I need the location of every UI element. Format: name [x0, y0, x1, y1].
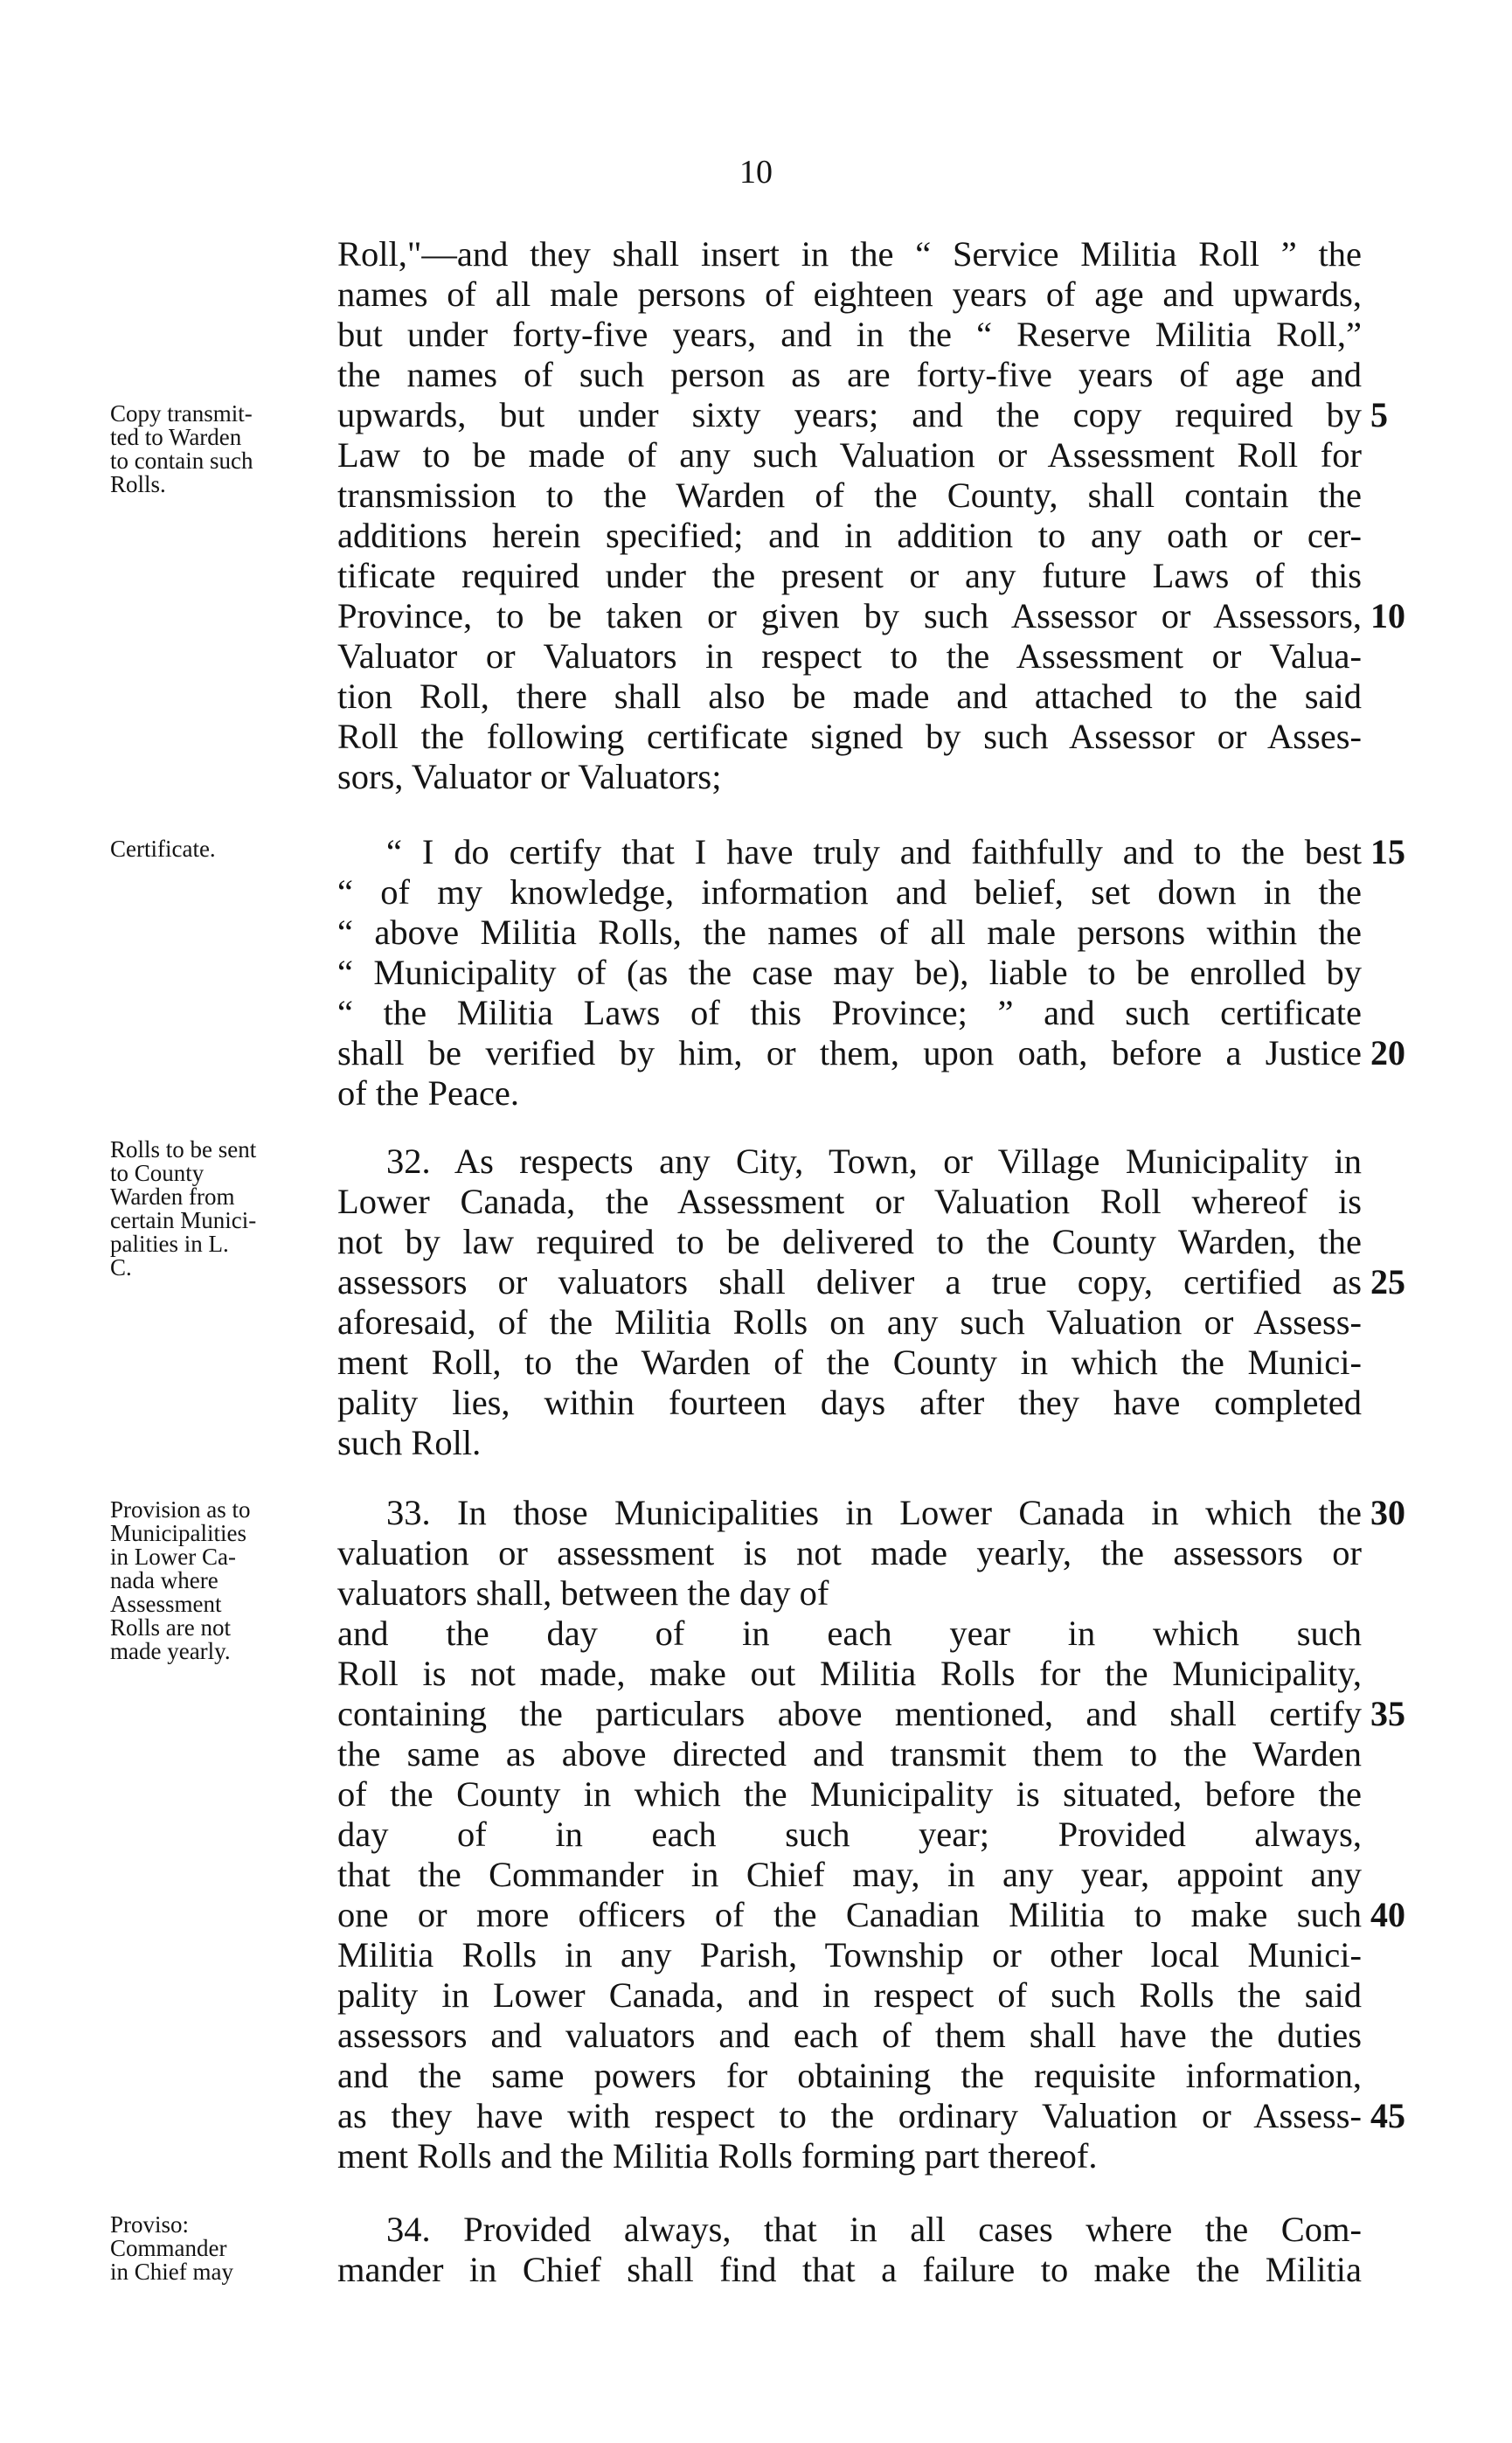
line-number: 20: [1370, 1033, 1405, 1072]
text-line: not by law required to be delivered to the County Warden, the: [337, 1222, 1362, 1261]
section-33-line: 33. In those Municipalities in Lower Canada in which the: [386, 1493, 1362, 1532]
text-line: such Roll.: [337, 1423, 482, 1462]
text-line: sors, Valuator or Valuators;: [337, 757, 722, 796]
text-line: tificate required under the present or any future Laws of this: [337, 556, 1362, 595]
text-line: containing the particulars above mentioned, and shall certify: [337, 1694, 1362, 1733]
line-number: 30: [1370, 1493, 1405, 1532]
text-line: and the day of in each year in which such: [337, 1614, 1362, 1653]
text-line: the same as above directed and transmit them to the Warden: [337, 1734, 1362, 1773]
text-line: Roll,"—and they shall insert in the “ Service Militia Roll ” the: [337, 234, 1362, 274]
text-line: as they have with respect to the ordinary Valuation or Assess-: [337, 2096, 1362, 2135]
text-line: pality lies, within fourteen days after they have completed: [337, 1383, 1362, 1422]
text-line: mander in Chief shall find that a failure to make the Militia: [337, 2250, 1362, 2289]
marginal-note-provision: Provision as to Municipalities in Lower Ca- nada where Assessment Rolls are not made yearly.: [110, 1496, 251, 1664]
text-line: additions herein specified; and in addition to any oath or cer-: [337, 516, 1362, 555]
line-number: 10: [1370, 596, 1405, 635]
section-34-line: 34. Provided always, that in all cases where the Com-: [386, 2210, 1362, 2249]
marginal-note-proviso: Proviso: Commander in Chief may: [110, 2211, 233, 2285]
text-line: that the Commander in Chief may, in any year, appoint any: [337, 1855, 1362, 1894]
text-line: pality in Lower Canada, and in respect of such Rolls the said: [337, 1975, 1362, 2015]
text-line: aforesaid, of the Militia Rolls on any such Valuation or Assess-: [337, 1302, 1362, 1342]
text-line: Province, to be taken or given by such Assessor or Assessors,: [337, 596, 1362, 635]
text-line: of the Peace.: [337, 1073, 520, 1113]
text-line: valuators shall, between the day of: [337, 1573, 829, 1613]
text-line: ment Rolls and the Militia Rolls forming part thereof.: [337, 2136, 1098, 2176]
text-line: of the County in which the Municipality is situated, before the: [337, 1774, 1362, 1814]
text-line: valuation or assessment is not made yearly, the assessors or: [337, 1533, 1362, 1572]
line-number: 15: [1370, 832, 1405, 871]
text-line: upwards, but under sixty years; and the copy required by: [337, 395, 1362, 434]
text-line: transmission to the Warden of the County, shall contain the: [337, 475, 1362, 515]
text-line: but under forty-five years, and in the “ Reserve Militia Roll,”: [337, 315, 1362, 354]
text-line: and the same powers for obtaining the requisite information,: [337, 2056, 1362, 2095]
text-line: “ Municipality of (as the case may be), liable to be enrolled by: [337, 953, 1362, 992]
text-line: Militia Rolls in any Parish, Township or other local Munici-: [337, 1935, 1362, 1975]
line-number: 35: [1370, 1694, 1405, 1733]
section-32-line: 32. As respects any City, Town, or Village Municipality in: [386, 1142, 1362, 1181]
text-line: Valuator or Valuators in respect to the Assessment or Valua-: [337, 636, 1362, 676]
text-line: tion Roll, there shall also be made and attached to the said: [337, 677, 1362, 716]
marginal-note-copy-transmitted: Copy transmit- ted to Warden to contain such Rolls.: [110, 400, 253, 497]
text-line: Law to be made of any such Valuation or Assessment Roll for: [337, 435, 1362, 475]
line-number: 40: [1370, 1895, 1405, 1934]
text-line: assessors and valuators and each of them shall have the duties: [337, 2016, 1362, 2055]
text-line: Roll the following certificate signed by such Assessor or Asses-: [337, 717, 1362, 756]
text-line: names of all male persons of eighteen years of age and upwards,: [337, 274, 1362, 314]
text-line: ment Roll, to the Warden of the County in which the Munici-: [337, 1343, 1362, 1382]
line-number: 5: [1370, 395, 1388, 434]
marginal-note-certificate: Certificate.: [110, 836, 216, 862]
text-line: shall be verified by him, or them, upon oath, before a Justice: [337, 1033, 1362, 1072]
text-line: day of in each such year; Provided always,: [337, 1815, 1362, 1854]
line-number: 25: [1370, 1262, 1405, 1301]
text-line: one or more officers of the Canadian Militia to make such: [337, 1895, 1362, 1934]
page-number: 10: [739, 154, 773, 191]
line-number: 45: [1370, 2096, 1405, 2135]
text-line: Lower Canada, the Assessment or Valuation Roll whereof is: [337, 1182, 1362, 1221]
marginal-note-rolls-to-be-sent: Rolls to be sent to County Warden from certain Munici- palities in L. C.: [110, 1136, 257, 1280]
text-line: “ I do certify that I have truly and faithfully and to the best: [386, 832, 1362, 871]
text-line: “ the Militia Laws of this Province; ” and such certificate: [337, 993, 1362, 1032]
text-line: “ of my knowledge, information and belief, set down in the: [337, 872, 1362, 912]
text-line: assessors or valuators shall deliver a true copy, certified as: [337, 1262, 1362, 1301]
text-line: the names of such person as are forty-five years of age and: [337, 355, 1362, 394]
text-line: “ above Militia Rolls, the names of all male persons within the: [337, 913, 1362, 952]
text-line: Roll is not made, make out Militia Rolls for the Municipality,: [337, 1654, 1362, 1693]
